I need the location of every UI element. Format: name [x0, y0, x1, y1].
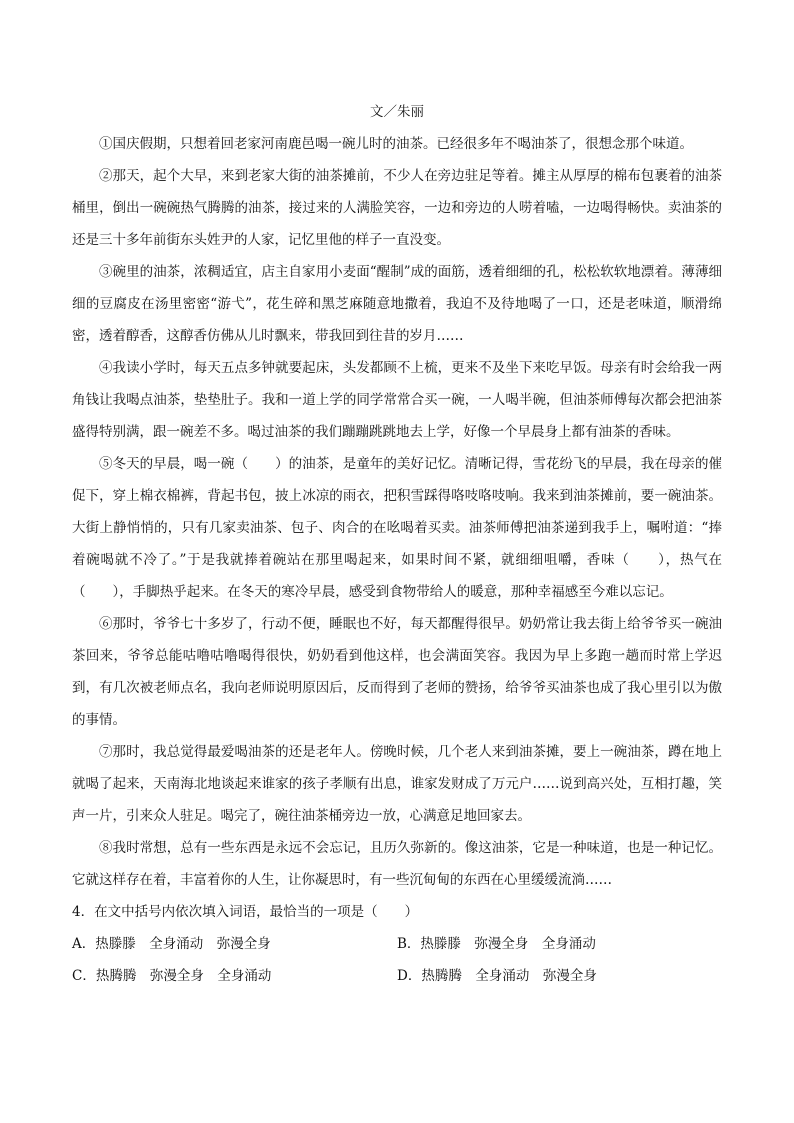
option-d[interactable]: D．热腾腾 全身涌动 弥漫全身	[397, 968, 597, 984]
paragraph-8: ⑧我时常想，总有一些东西是永远不会忘记，且历久弥新的。像这油茶，它是一种味道，也是一种记忆。它就这样存在着，丰富着你的人生，让你凝思时，有一些沉甸甸的东西在心里缓缓流淌……	[72, 840, 722, 888]
option-c[interactable]: C．热腾腾 弥漫全身 全身涌动	[72, 968, 272, 984]
option-a[interactable]: A．热滕滕 全身涌动 弥漫全身	[72, 936, 271, 952]
answer-options	[72, 928, 722, 992]
question-stem: 4．在文中括号内依次填入词语，最恰当的一项是（ ）	[72, 904, 419, 920]
paragraph-2: ②那天，起个大早，来到老家大街的油茶摊前，不少人在旁边驻足等着。摊主从厚厚的棉布包裹着的油茶桶里，倒出一碗碗热气腾腾的油茶，接过来的人满脸笑容，一边和旁边的人唠着嗑，一边喝得畅快。卖油茶的还是三十多年前街东头姓尹的人家，记忆里他的样子一直没变。	[72, 168, 722, 248]
paragraph-3: ③碗里的油茶，浓稠适宜，店主自家用小麦面“醒制”成的面筋，透着细细的孔，松松软软地漂着。薄薄细细的豆腐皮在汤里密密“游弋”，花生碎和黑芝麻随意地撒着，我迫不及待地喝了一口，还是老味道，顺滑绵密，透着醇香，这醇香仿佛从儿时飘来，带我回到往昔的岁月……	[72, 264, 722, 344]
paragraph-7: ⑦那时，我总觉得最爱喝油茶的还是老年人。傍晚时候，几个老人来到油茶摊，要上一碗油茶，蹲在地上就喝了起来，天南海北地谈起来谁家的孩子孝顺有出息，谁家发财成了万元户……说到高兴处，互相打趣，笑声一片，引来众人驻足。喝完了，碗往油茶桶旁边一放，心满意足地回家去。	[72, 744, 722, 824]
article-author: 文／朱丽	[370, 104, 424, 120]
paragraph-1: ①国庆假期，只想着回老家河南鹿邑喝一碗儿时的油茶。已经很多年不喝油茶了，很想念那个味道。	[99, 136, 693, 152]
document-page	[72, 96, 722, 992]
option-b[interactable]: B．热滕滕 弥漫全身 全身涌动	[397, 936, 596, 952]
paragraph-6: ⑥那时，爷爷七十多岁了，行动不便，睡眠也不好，每天都醒得很早。奶奶常让我去街上给爷爷买一碗油茶回来，爷爷总能咕噜咕噜喝得很快，奶奶看到他这样，也会满面笑容。我因为早上多跑一趟而时常上学迟到，有几次被老师点名，我向老师说明原因后，反而得到了老师的赞扬，给爷爷买油茶也成了我心里引以为傲的事情。	[72, 616, 722, 728]
paragraph-4: ④我读小学时，每天五点多钟就要起床，头发都顾不上梳，更来不及坐下来吃早饭。母亲有时会给我一两角钱让我喝点油茶，垫垫肚子。我和一道上学的同学常常合买一碗，一人喝半碗，但油茶师傅每次都会把油茶盛得特别满，跟一碗差不多。喝过油茶的我们蹦蹦跳跳地去上学，好像一个早晨身上都有油茶的香味。	[72, 360, 722, 440]
paragraph-5: ⑤冬天的早晨，喝一碗（ ）的油茶，是童年的美好记忆。清晰记得，雪花纷飞的早晨，我在母亲的催促下，穿上棉衣棉裤，背起书包，披上冰凉的雨衣，把积雪踩得咯吱咯吱响。我来到油茶摊前，要一碗油茶。大街上静悄悄的，只有几家卖油茶、包子、肉合的在吆喝着买卖。油茶师傅把油茶递到我手上，嘱咐道：“捧着碗喝就不冷了。”于是我就捧着碗站在那里喝起来，如果时间不紧，就细细咀嚼，香味（ ），热气在（ ），手脚热乎起来。在冬天的寒冷早晨，感受到食物带给人的暖意，那种幸福感至今难以忘记。	[72, 456, 722, 600]
